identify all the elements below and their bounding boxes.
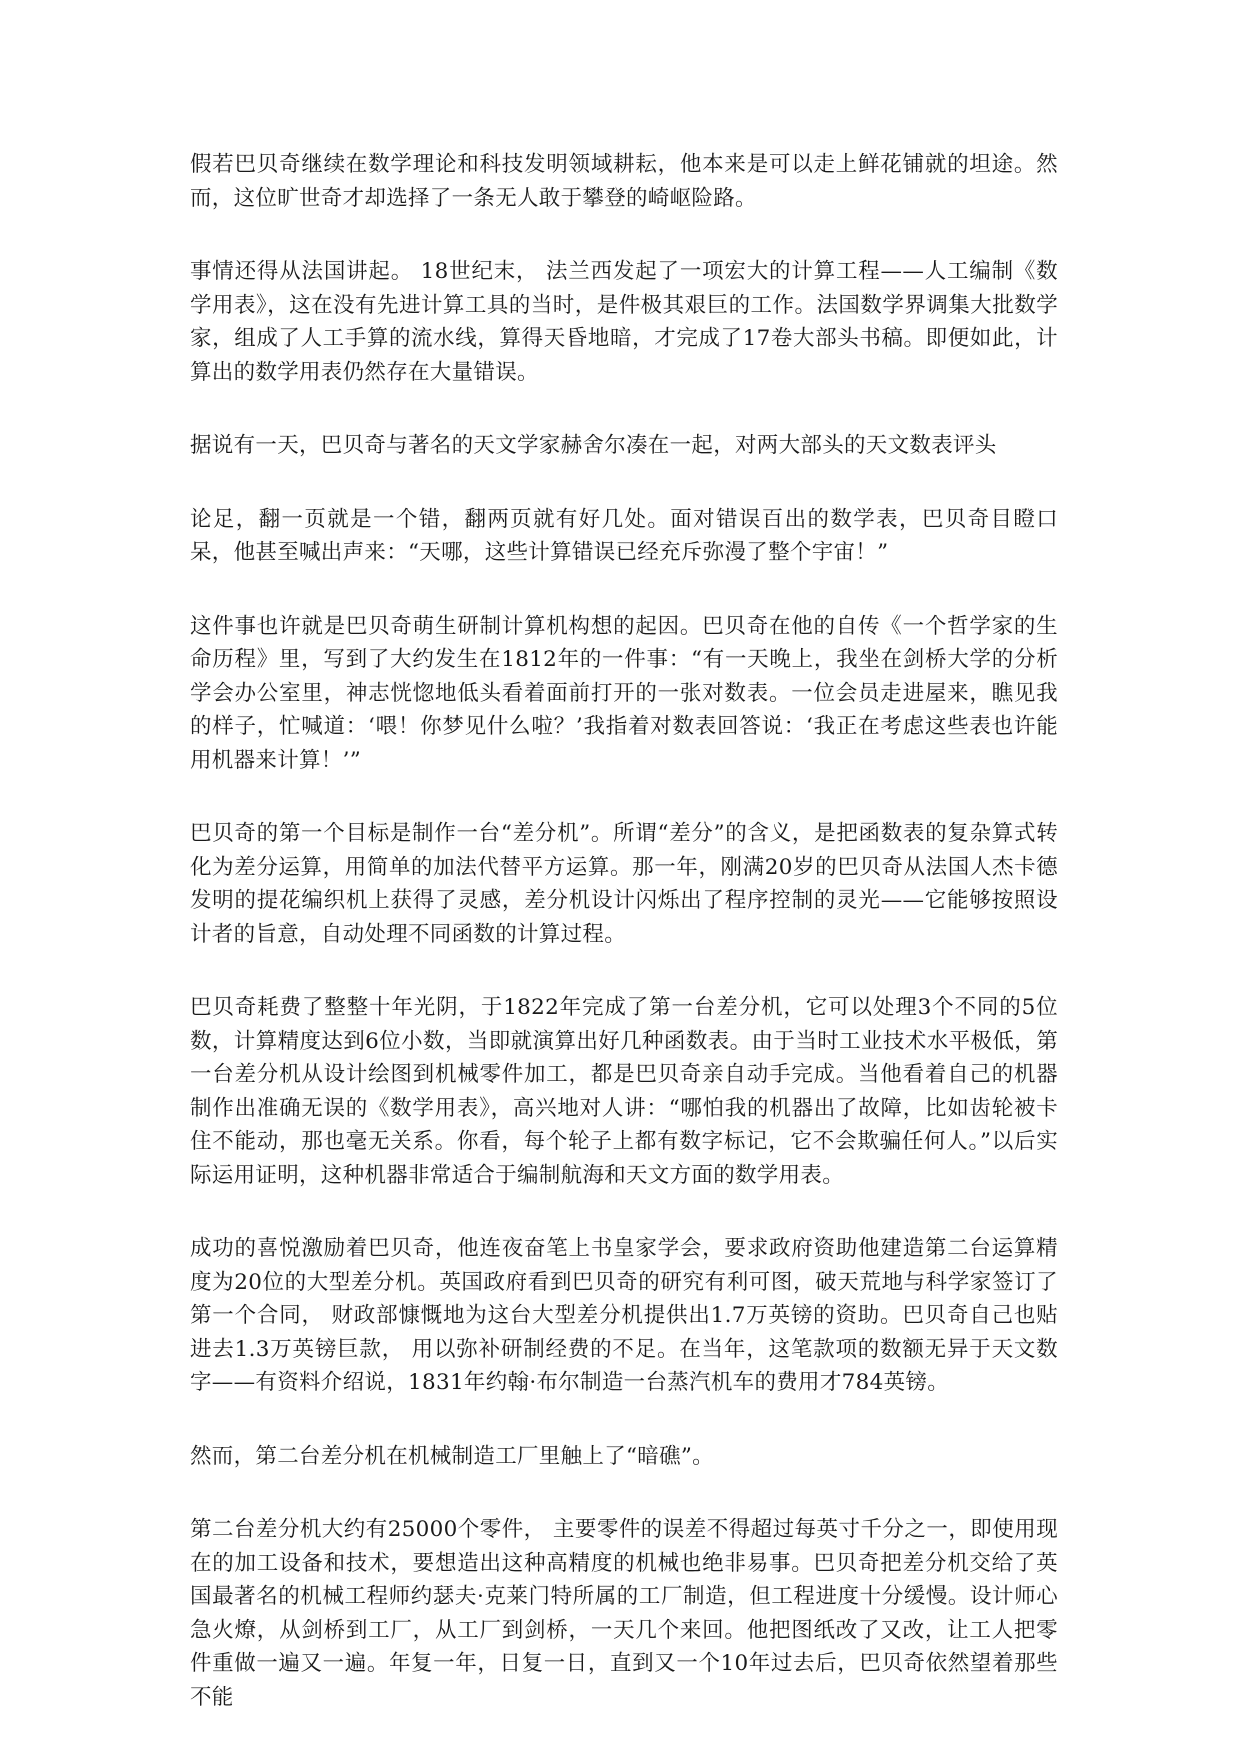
paragraph-5: 这件事也许就是巴贝奇萌生研制计算机构想的起因。巴贝奇在他的自传《一个哲学家的生命历程》里，写到了大约发生在1812年的一件事：“有一天晚上，我坐在剑桥大学的分析学会办公室里，神志恍惚地低头看着面前打开的一张对数表。一位会员走进屋来，瞧见我的样子，忙喊道：‘喂！你梦见什么啦？’我指着对数表回答说：‘我正在考虑这些表也许能用机器来计算！’” <box>190 613 1058 773</box>
paragraph-1: 假若巴贝奇继续在数学理论和科技发明领域耕耘，他本来是可以走上鲜花铺就的坦途。然而，这位旷世奇才却选择了一条无人敢于攀登的崎岖险路。 <box>190 152 1058 211</box>
paragraph-9: 然而，第二台差分机在机械制造工厂里触上了“暗礁”。 <box>190 1443 714 1469</box>
paragraph-8: 成功的喜悦激励着巴贝奇，他连夜奋笔上书皇家学会，要求政府资助他建造第二台运算精度为20位的大型差分机。英国政府看到巴贝奇的研究有利可图，破天荒地与科学家签订了第一个合同， 财政部慷慨地为这台大型差分机提供出1.7万英镑的资助。巴贝奇自己也贴进去1.3万英镑巨款， 用以弥补研制经费的不足。在当年，这笔款项的数额无异于天文数字——有资料介绍说，1831年约翰·布尔制造一台蒸汽机车的费用才784英镑。 <box>190 1236 1058 1395</box>
paragraph-7: 巴贝奇耗费了整整十年光阴，于1822年完成了第一台差分机，它可以处理3个不同的5位数，计算精度达到6位小数，当即就演算出好几种函数表。由于当时工业技术水平极低，第一台差分机从设计绘图到机械零件加工，都是巴贝奇亲自动手完成。当他看着自己的机器制作出准确无误的《数学用表》，高兴地对人讲：“哪怕我的机器出了故障，比如齿轮被卡住不能动，那也毫无关系。你看，每个轮子上都有数字标记，它不会欺骗任何人。”以后实际运用证明，这种机器非常适合于编制航海和天文方面的数学用表。 <box>190 995 1058 1188</box>
document-page <box>190 148 1058 1754</box>
paragraph-4: 论足，翻一页就是一个错，翻两页就有好几处。面对错误百出的数学表，巴贝奇目瞪口呆，他甚至喊出声来：“天哪，这些计算错误已经充斥弥漫了整个宇宙！” <box>190 506 1058 565</box>
paragraph-10: 第二台差分机大约有25000个零件， 主要零件的误差不得超过每英寸千分之一，即使用现在的加工设备和技术，要想造出这种高精度的机械也绝非易事。巴贝奇把差分机交给了英国最著名的机械工程师约瑟夫·克莱门特所属的工厂制造，但工程进度十分缓慢。设计师心急火燎，从剑桥到工厂，从工厂到剑桥，一天几个来回。他把图纸改了又改，让工人把零件重做一遍又一遍。年复一年，日复一日，直到又一个10年过去后，巴贝奇依然望着那些不能 <box>190 1517 1058 1710</box>
paragraph-6: 巴贝奇的第一个目标是制作一台“差分机”。所谓“差分”的含义，是把函数表的复杂算式转化为差分运算，用简单的加法代替平方运算。那一年，刚满20岁的巴贝奇从法国人杰卡德发明的提花编织机上获得了灵感，差分机设计闪烁出了程序控制的灵光——它能够按照设计者的旨意，自动处理不同函数的计算过程。 <box>190 821 1058 947</box>
paragraph-3: 据说有一天，巴贝奇与著名的天文学家赫舍尔凑在一起，对两大部头的天文数表评头 <box>190 433 997 458</box>
paragraph-2: 事情还得从法国讲起。 18世纪末， 法兰西发起了一项宏大的计算工程——人工编制《数学用表》，这在没有先进计算工具的当时，是件极其艰巨的工作。法国数学界调集大批数学家，组成了人工手算的流水线，算得天昏地暗，才完成了17卷大部头书稿。即便如此，计算出的数学用表仍然存在大量错误。 <box>190 259 1058 385</box>
